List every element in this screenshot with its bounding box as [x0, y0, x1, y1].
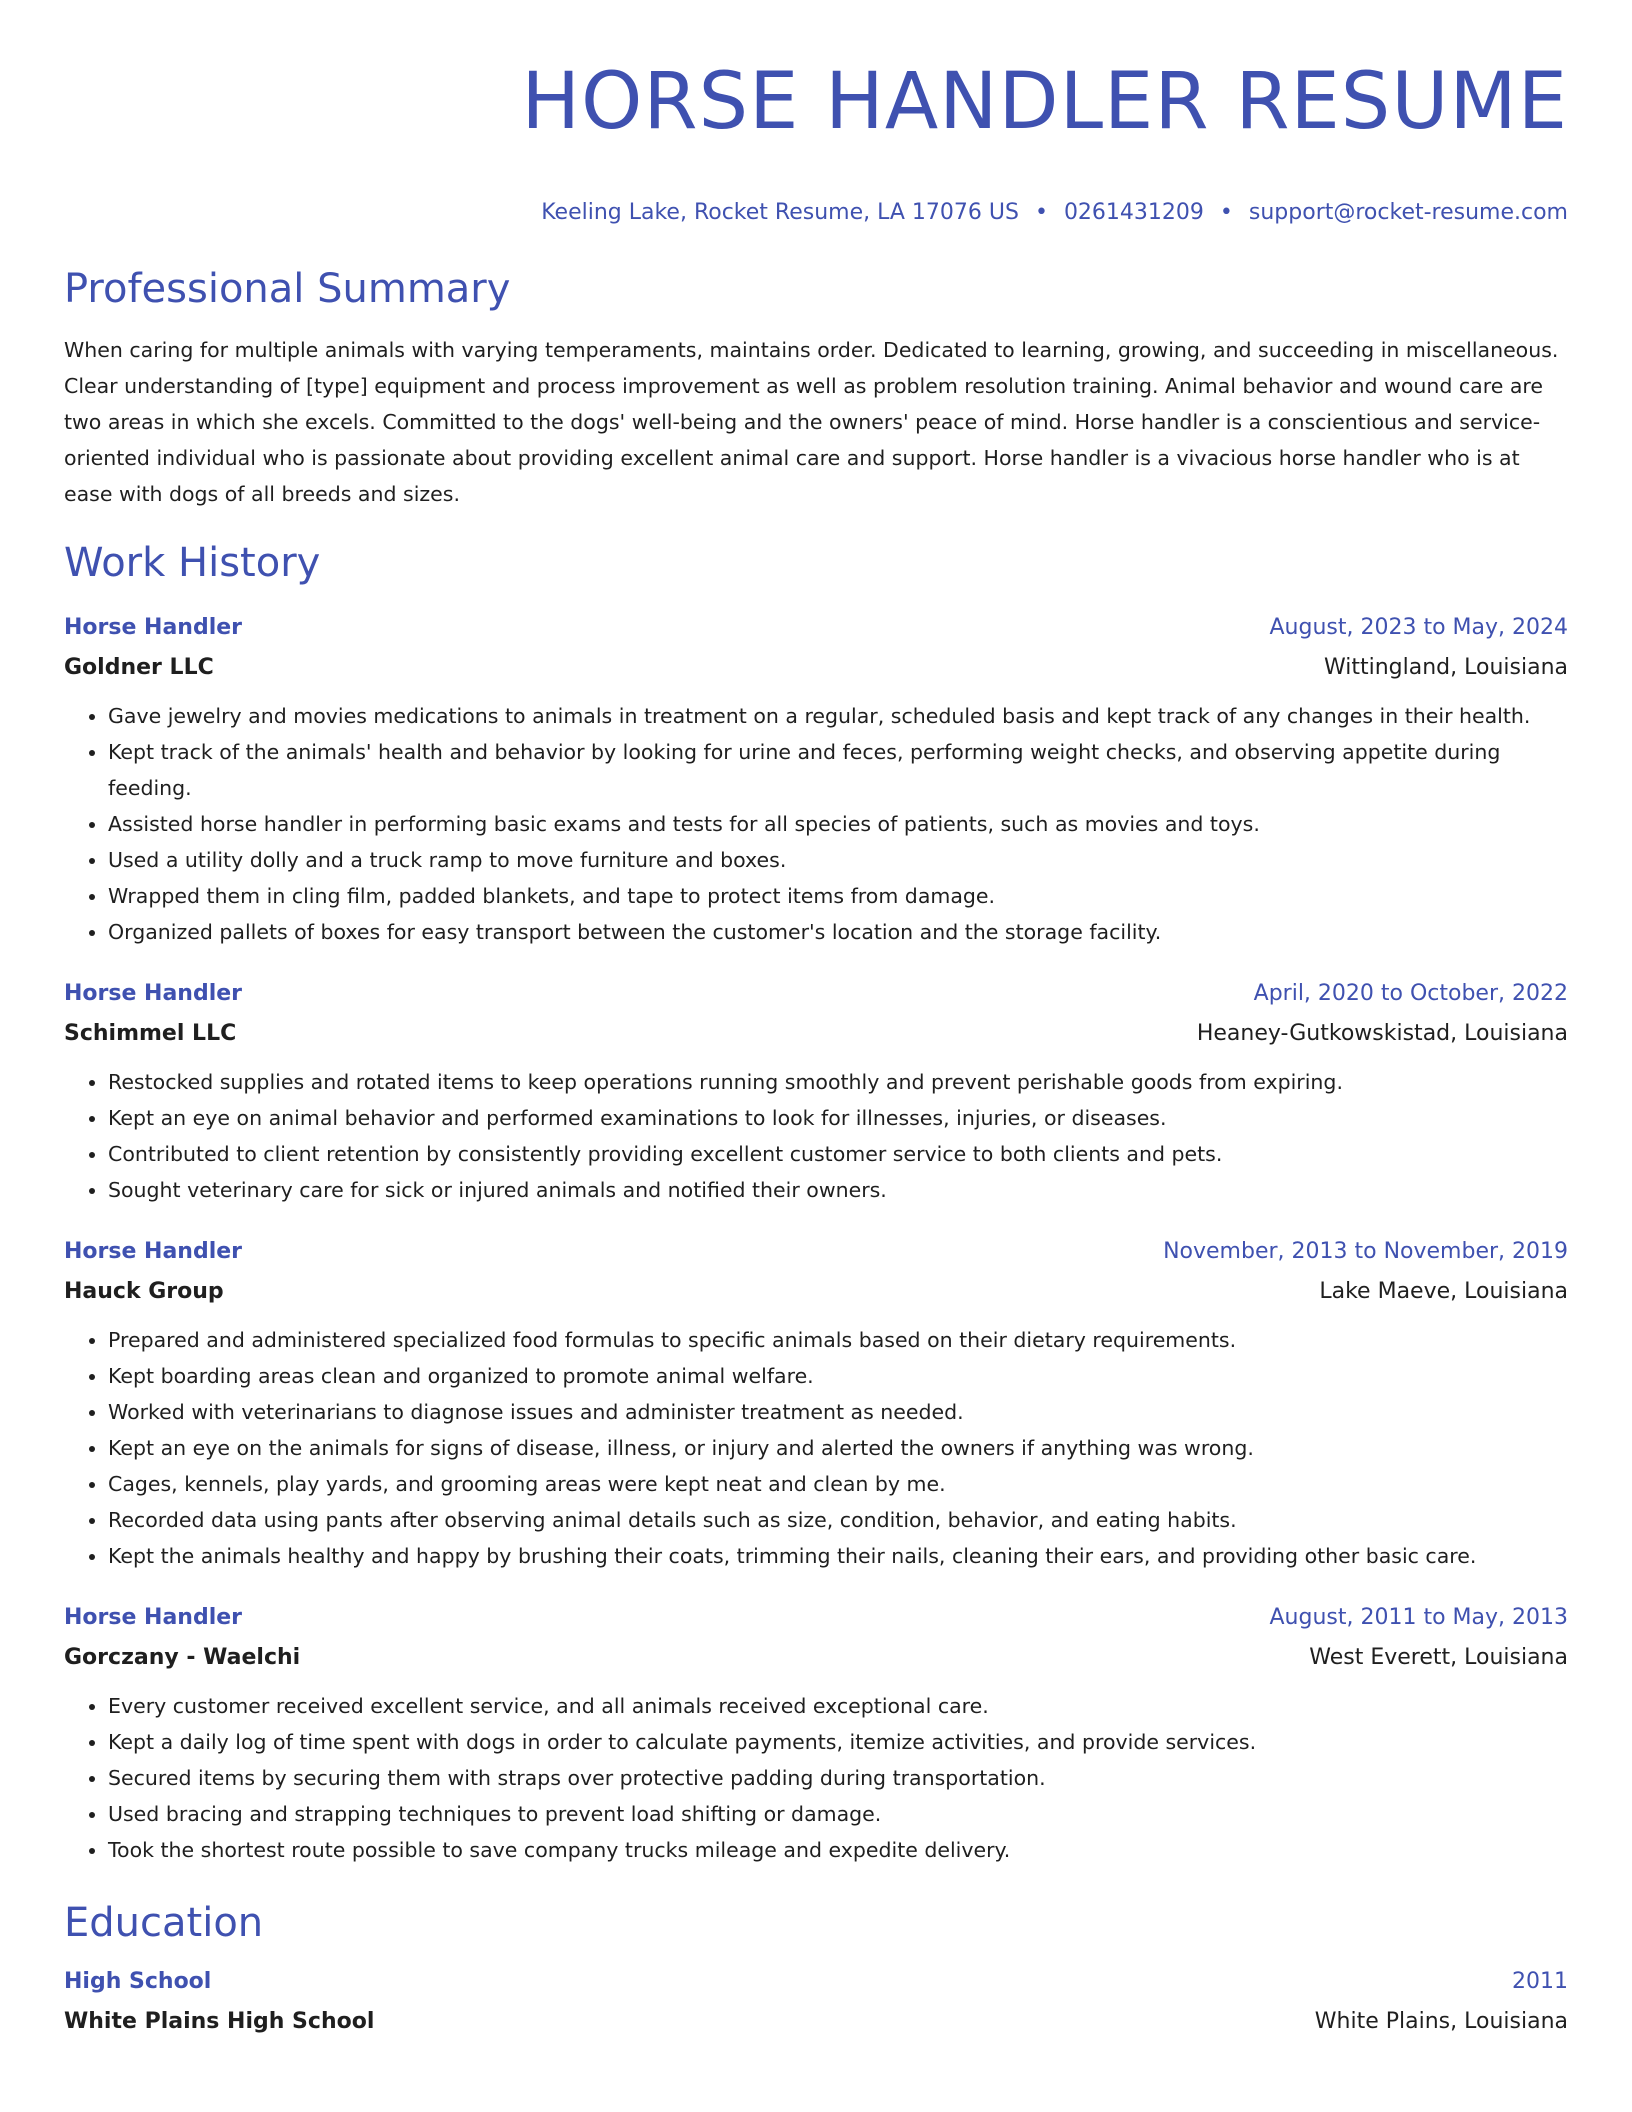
job-entry	[64, 1598, 1568, 1868]
job-spacer	[64, 950, 1568, 974]
job-bullet-list	[64, 1688, 1568, 1868]
education-location: White Plains, Louisiana	[1314, 2009, 1568, 2034]
education-heading: Education	[64, 1900, 264, 1946]
job-bullet: • Cages, kennels, play yards, and grooming areas were kept neat and clean by me.	[108, 1466, 1568, 1502]
job-bullet: • Kept an eye on the animals for signs of disease, illness, or injury and alerted the owners if anything was wrong.	[108, 1430, 1568, 1466]
job-bullet: • Contributed to client retention by consistently providing excellent customer service to both clients and pets.	[108, 1136, 1568, 1172]
job-title: Horse Handler	[64, 615, 243, 640]
job-spacer	[64, 1208, 1568, 1232]
job-bullet: • Every customer received excellent service, and all animals received exceptional care.	[108, 1688, 1568, 1724]
work-history-list	[64, 608, 1568, 1868]
job-entry	[64, 608, 1568, 950]
summary-heading: Professional Summary	[64, 266, 511, 312]
contact-phone: 0261431209	[1063, 200, 1204, 225]
education-degree: High School	[64, 1969, 212, 1994]
work-history-heading: Work History	[64, 540, 321, 586]
job-title: Horse Handler	[64, 1239, 243, 1264]
education-school-row	[64, 2002, 1568, 2042]
job-entry	[64, 974, 1568, 1208]
job-bullet: • Secured items by securing them with straps over protective padding during transportation.	[108, 1760, 1568, 1796]
job-bullet: • Worked with veterinarians to diagnose issues and administer treatment as needed.	[108, 1394, 1568, 1430]
job-bullet-list	[64, 1322, 1568, 1574]
contact-address: Keeling Lake, Rocket Resume, LA 17076 US	[541, 200, 1019, 225]
job-dates: August, 2023 to May, 2024	[1269, 615, 1568, 640]
job-entry	[64, 1232, 1568, 1574]
job-company-row	[64, 1272, 1568, 1312]
job-bullet-list	[64, 1064, 1568, 1208]
job-company-row	[64, 648, 1568, 688]
job-company: Gorczany - Waelchi	[64, 1645, 301, 1670]
job-location: Lake Maeve, Louisiana	[1319, 1279, 1568, 1304]
education-list	[64, 1962, 1568, 2042]
job-location: West Everett, Louisiana	[1309, 1645, 1568, 1670]
job-header-row	[64, 1232, 1568, 1272]
contact-separator: •	[1219, 200, 1233, 225]
job-header-row	[64, 974, 1568, 1014]
job-bullet: • Kept track of the animals' health and behavior by looking for urine and feces, performing weight checks, and observing appetite during feeding.	[108, 734, 1568, 806]
contact-line	[64, 198, 1568, 228]
job-dates: April, 2020 to October, 2022	[1253, 981, 1568, 1006]
contact-email[interactable]: support@rocket-resume.com	[1248, 200, 1568, 225]
job-location: Heaney-Gutkowskistad, Louisiana	[1196, 1021, 1568, 1046]
education-header-row	[64, 1962, 1568, 2002]
job-header-row	[64, 1598, 1568, 1638]
job-bullet: • Kept a daily log of time spent with dogs in order to calculate payments, itemize activities, and provide services.	[108, 1724, 1568, 1760]
job-bullet: • Organized pallets of boxes for easy transport between the customer's location and the storage facility.	[108, 914, 1568, 950]
job-bullet-list	[64, 698, 1568, 950]
education-entry	[64, 1962, 1568, 2042]
job-spacer	[64, 1574, 1568, 1598]
education-year: 2011	[1512, 1969, 1568, 1994]
job-dates: August, 2011 to May, 2013	[1269, 1605, 1568, 1630]
job-bullet: • Kept boarding areas clean and organized to promote animal welfare.	[108, 1358, 1568, 1394]
job-bullet: • Sought veterinary care for sick or injured animals and notified their owners.	[108, 1172, 1568, 1208]
job-location: Wittingland, Louisiana	[1323, 655, 1568, 680]
job-header-row	[64, 608, 1568, 648]
job-bullet: • Gave jewelry and movies medications to animals in treatment on a regular, scheduled basis and kept track of any changes in their health.	[108, 698, 1568, 734]
job-bullet: • Kept the animals healthy and happy by brushing their coats, trimming their nails, cleaning their ears, and providing other basic care.	[108, 1538, 1568, 1574]
job-company: Schimmel LLC	[64, 1021, 237, 1046]
job-bullet: • Wrapped them in cling film, padded blankets, and tape to protect items from damage.	[108, 878, 1568, 914]
job-company-row	[64, 1638, 1568, 1678]
job-title: Horse Handler	[64, 981, 243, 1006]
job-bullet: • Assisted horse handler in performing basic exams and tests for all species of patients, such as movies and toys.	[108, 806, 1568, 842]
job-company-row	[64, 1014, 1568, 1054]
job-bullet: • Restocked supplies and rotated items to keep operations running smoothly and prevent perishable goods from expiring.	[108, 1064, 1568, 1100]
job-title: Horse Handler	[64, 1605, 243, 1630]
summary-text: When caring for multiple animals with varying temperaments, maintains order. Dedicated to learning, growing, and succeeding in miscellaneous. Clear understanding of [type] equipment and process improvement as well as problem resolution training. Animal behavior and wound care are two areas in which she excels. Committed to the dogs' well-being and the owners' peace of mind. Horse handler is a conscientious and service-oriented individual who is passionate about providing excellent animal care and support. Horse handler is a vivacious horse handler who is at ease with dogs of all breeds and sizes.	[64, 338, 1559, 506]
job-bullet: • Prepared and administered specialized food formulas to specific animals based on their dietary requirements.	[108, 1322, 1568, 1358]
education-school: White Plains High School	[64, 2009, 375, 2034]
job-company: Hauck Group	[64, 1279, 224, 1304]
job-bullet: • Recorded data using pants after observing animal details such as size, condition, behavior, and eating habits.	[108, 1502, 1568, 1538]
job-bullet: • Used a utility dolly and a truck ramp to move furniture and boxes.	[108, 842, 1568, 878]
contact-separator: •	[1034, 200, 1048, 225]
job-company: Goldner LLC	[64, 655, 214, 680]
resume-name: HORSE HANDLER RESUME	[521, 57, 1568, 147]
job-bullet: • Took the shortest route possible to save company trucks mileage and expedite delivery.	[108, 1832, 1568, 1868]
job-bullet: • Used bracing and strapping techniques to prevent load shifting or damage.	[108, 1796, 1568, 1832]
job-bullet: • Kept an eye on animal behavior and performed examinations to look for illnesses, injuries, or diseases.	[108, 1100, 1568, 1136]
job-dates: November, 2013 to November, 2019	[1163, 1239, 1568, 1264]
resume-header	[64, 50, 1568, 228]
